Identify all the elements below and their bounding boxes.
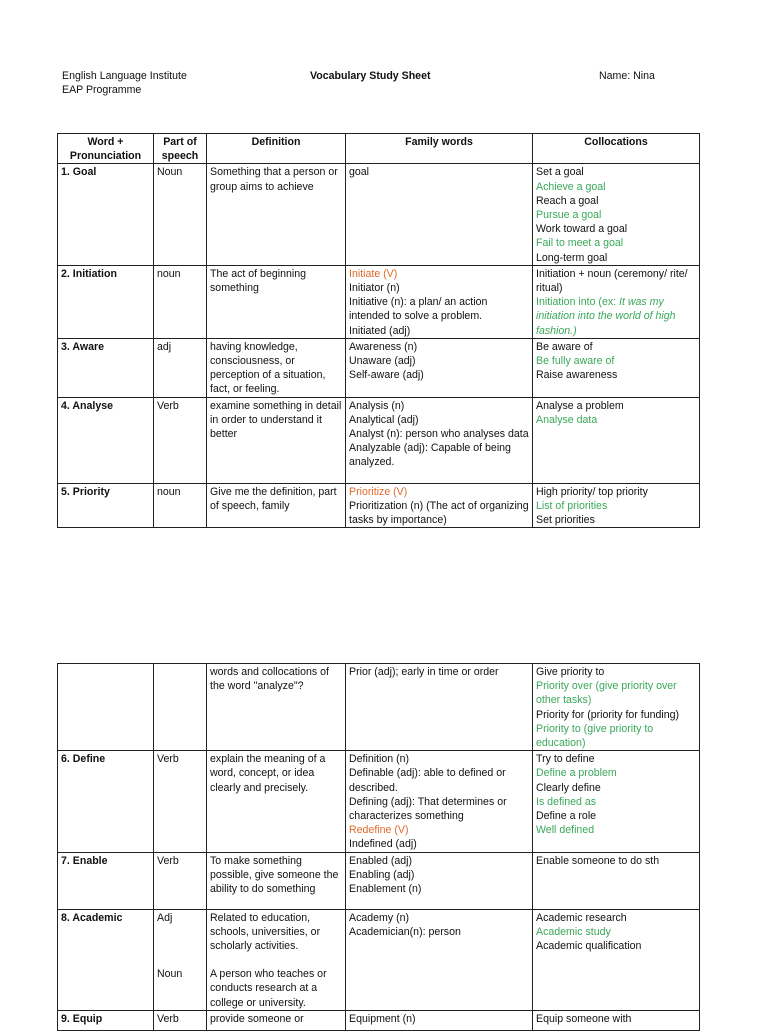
part-of-speech: Verb — [157, 854, 179, 867]
collocation: List of priorities — [536, 499, 608, 512]
definition-cell — [207, 265, 346, 338]
definition-text: words and collocations of the word "analyze"? — [210, 666, 329, 693]
table-row — [58, 852, 700, 909]
definition-text: To make something possible, give someone the ability to do something — [210, 854, 339, 896]
collocation: Priority for (priority for funding) — [536, 708, 680, 721]
table-row — [58, 164, 700, 265]
table-header-row — [58, 134, 700, 164]
collocations-cell — [533, 164, 700, 265]
collocation: Define a role — [536, 810, 597, 823]
word-cell: 9. Equip — [58, 1010, 154, 1030]
collocation: Give priority to — [536, 666, 605, 678]
collocation: Define a problem — [536, 767, 617, 780]
family-word: Definable (adj): able to defined or described. — [349, 767, 506, 794]
definition-text: The act of beginning something — [210, 267, 307, 295]
table-row — [58, 751, 700, 852]
family-words-cell — [346, 397, 533, 483]
collocations-cell — [533, 1010, 700, 1030]
collocations-cell — [533, 338, 700, 397]
family-words-cell — [346, 751, 533, 852]
word-cell: 8. Academic — [58, 909, 154, 1010]
family-word: Self-aware (adj) — [349, 369, 424, 382]
collocation: Set priorities — [536, 514, 595, 527]
collocation: Clearly define — [536, 781, 601, 794]
family-word: Analytical (adj) — [349, 413, 419, 426]
family-word: Enablement (n) — [349, 883, 422, 896]
collocation: Achieve a goal — [536, 180, 606, 193]
definition-text: having knowledge, consciousness, or perception of a situation, fact, or feeling. — [210, 340, 326, 396]
family-words-cell — [346, 338, 533, 397]
definition-text: Something that a person or group aims to achieve — [210, 166, 338, 193]
collocation: Be fully aware of — [536, 355, 615, 368]
collocation: Reach a goal — [536, 194, 599, 207]
collocation: Pursue a goal — [536, 209, 602, 222]
family-words-cell — [346, 909, 533, 1010]
collocations-cell — [533, 852, 700, 909]
family-words-cell — [346, 265, 533, 338]
collocation: High priority/ top priority — [536, 485, 648, 498]
family-word: Enabling (adj) — [349, 868, 415, 881]
family-word: goal — [349, 166, 370, 179]
word-cell: 6. Define — [58, 751, 154, 852]
family-word: Initiative (n): a plan/ an action intended to solve a problem. — [349, 296, 488, 323]
definition-text: examine something in detail in order to understand it better — [210, 399, 342, 441]
family-word: Initiate (V) — [349, 267, 398, 280]
institute-name: English Language Institute — [62, 70, 187, 82]
collocation: Work toward a goal — [536, 223, 628, 236]
table-row — [58, 265, 700, 338]
family-word: Initiated (adj) — [349, 324, 411, 337]
part-of-speech: noun — [157, 485, 181, 498]
collocation: Academic qualification — [536, 940, 642, 953]
collocation: Analyse a problem — [536, 399, 624, 412]
col-header-family: Family words — [346, 134, 533, 164]
word-cell: 1. Goal — [58, 164, 154, 265]
collocation: Academic research — [536, 911, 627, 924]
collocations-cell — [533, 751, 700, 852]
collocations-cell — [533, 397, 700, 483]
table-row — [58, 1010, 700, 1030]
definition-cell — [207, 751, 346, 852]
part-of-speech: Adj — [157, 911, 173, 924]
collocation: Initiation into (ex: — [536, 296, 620, 309]
family-word: Unaware (adj) — [349, 355, 416, 368]
collocation: Priority over (give priority over other tasks) — [536, 680, 677, 707]
table-row — [58, 909, 700, 1010]
family-word: Defining (adj): That determines or characterizes something — [349, 795, 507, 823]
family-word: Academician(n): person — [349, 925, 461, 938]
definition-cell — [207, 664, 346, 751]
word-cell: 2. Initiation — [58, 265, 154, 338]
collocation: Long-term goal — [536, 251, 608, 264]
part-of-speech: Noun — [157, 166, 183, 179]
definition-cell — [207, 1010, 346, 1030]
definition-cell — [207, 483, 346, 528]
definition-text-secondary: A person who teaches or conducts research at a college or university. — [210, 968, 327, 1009]
definition-text: Related to education, schools, universities, or scholarly activities. — [210, 911, 321, 953]
collocation: Initiation + noun (ceremony/ rite/ ritual) — [536, 267, 688, 295]
definition-cell — [207, 164, 346, 265]
definition-text: explain the meaning of a word, concept, or idea clearly and precisely. — [210, 753, 326, 794]
part-of-speech-cell — [154, 397, 207, 483]
col-header-definition: Definition — [207, 134, 346, 164]
part-of-speech-secondary: Noun — [157, 967, 183, 980]
family-word: Prioritization (n) (The act of organizing tasks by importance) — [349, 499, 529, 527]
collocation: Analyse data — [536, 413, 598, 426]
family-words-cell — [346, 664, 533, 751]
collocation: Academic study — [536, 925, 611, 938]
family-word: Indefined (adj) — [349, 838, 417, 851]
collocation: Set a goal — [536, 166, 584, 179]
definition-cell — [207, 909, 346, 1010]
table-row — [58, 338, 700, 397]
word-cell: 7. Enable — [58, 852, 154, 909]
collocation: It was my initiation into the world of high fashion.) — [536, 296, 676, 337]
definition-cell — [207, 397, 346, 483]
word-cell: 3. Aware — [58, 338, 154, 397]
family-word: Equipment (n) — [349, 1012, 416, 1025]
collocation: Fail to meet a goal — [536, 237, 624, 250]
family-word: Analyzable (adj): Capable of being analyzed. — [349, 442, 511, 469]
definition-text: Give me the definition, part of speech, family — [210, 485, 337, 512]
family-words-cell — [346, 852, 533, 909]
table-row — [58, 664, 700, 751]
family-words-cell — [346, 1010, 533, 1030]
collocation: Is defined as — [536, 795, 597, 808]
collocations-cell — [533, 483, 700, 528]
family-word: Prior (adj); early in time or order — [349, 666, 499, 678]
part-of-speech: adj — [157, 340, 172, 353]
part-of-speech-cell — [154, 164, 207, 265]
table-row — [58, 483, 700, 528]
part-of-speech-cell — [154, 338, 207, 397]
family-word: Prioritize (V) — [349, 485, 408, 498]
institute-block — [62, 69, 187, 97]
collocation: Well defined — [536, 824, 595, 837]
table-row — [58, 397, 700, 483]
part-of-speech: Verb — [157, 753, 179, 766]
part-of-speech-cell — [154, 751, 207, 852]
family-word: Analyst (n): person who analyses data — [349, 428, 529, 441]
collocations-cell — [533, 909, 700, 1010]
col-header-word: Word + Pronunciation — [58, 134, 154, 164]
programme-name: EAP Programme — [62, 84, 142, 96]
part-of-speech-cell — [154, 483, 207, 528]
family-word: Initiator (n) — [349, 282, 400, 295]
part-of-speech-cell — [154, 852, 207, 909]
collocation: Be aware of — [536, 340, 593, 353]
vocabulary-table-2 — [57, 663, 700, 1031]
part-of-speech-cell — [154, 265, 207, 338]
student-name: Name: Nina — [599, 70, 655, 82]
definition-cell — [207, 852, 346, 909]
part-of-speech: noun — [157, 267, 181, 280]
collocations-cell — [533, 664, 700, 751]
part-of-speech-cell — [154, 909, 207, 1010]
definition-cell — [207, 338, 346, 397]
document-title: Vocabulary Study Sheet — [310, 70, 431, 82]
col-header-collocations: Collocations — [533, 134, 700, 164]
collocation: Raise awareness — [536, 369, 618, 382]
family-word: Redefine (V) — [349, 824, 409, 837]
word-cell: 5. Priority — [58, 483, 154, 528]
family-word: Awareness (n) — [349, 340, 418, 353]
family-word: Enabled (adj) — [349, 854, 413, 867]
collocation: Equip someone with — [536, 1012, 632, 1025]
collocation: Priority to (give priority to education) — [536, 722, 654, 750]
family-word: Academy (n) — [349, 911, 410, 924]
family-words-cell — [346, 164, 533, 265]
part-of-speech-cell — [154, 664, 207, 751]
family-word: Definition (n) — [349, 753, 410, 766]
definition-text: provide someone or — [210, 1012, 304, 1025]
part-of-speech-cell — [154, 1010, 207, 1030]
collocations-cell — [533, 265, 700, 338]
family-word: Analysis (n) — [349, 399, 405, 412]
word-cell — [58, 664, 154, 751]
col-header-pos: Part of speech — [154, 134, 207, 164]
collocation: Enable someone to do sth — [536, 854, 660, 867]
part-of-speech: Verb — [157, 1012, 179, 1025]
word-cell: 4. Analyse — [58, 397, 154, 483]
vocabulary-table-1 — [57, 133, 700, 528]
collocation: Try to define — [536, 753, 595, 766]
part-of-speech: Verb — [157, 399, 179, 412]
family-words-cell — [346, 483, 533, 528]
